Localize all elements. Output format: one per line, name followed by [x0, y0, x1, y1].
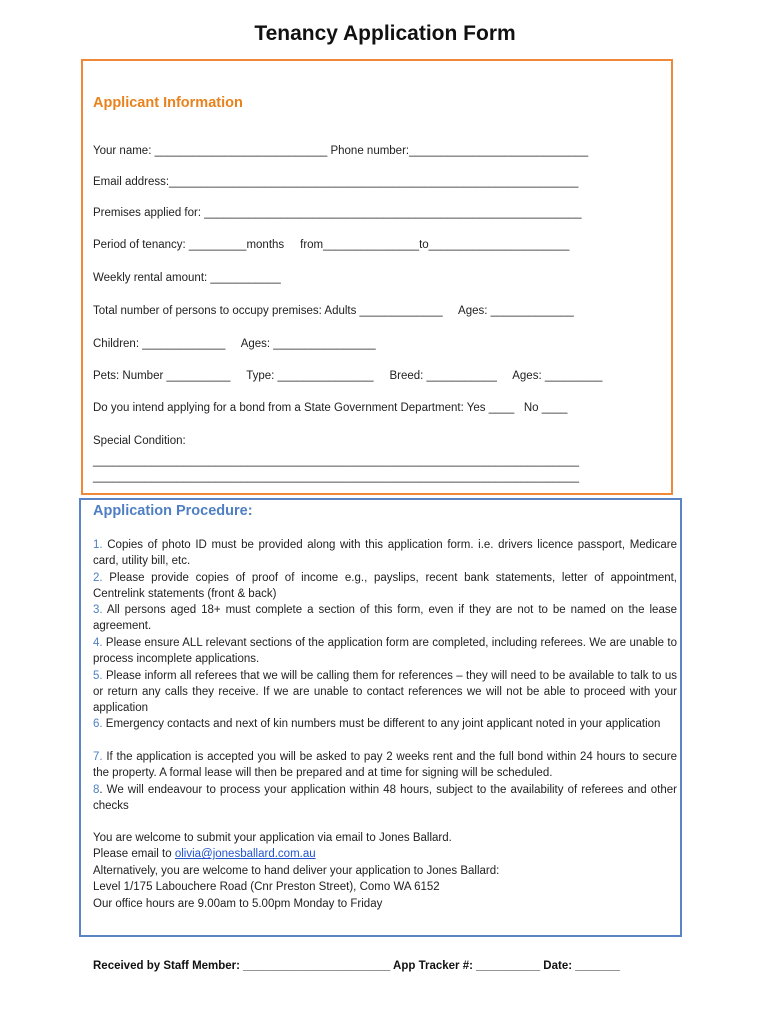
procedure-text: Copies of photo ID must be provided along with this application form. i.e. drivers licence passport, Medicare card, utility bill, etc. — [93, 539, 677, 568]
procedure-item — [93, 749, 677, 781]
procedure-text: . We will endeavour to process your application within 48 hours, subject to the availability of referees and other checks — [93, 784, 677, 813]
application-procedure-heading: Application Procedure: — [93, 503, 253, 519]
persons-occupy-field[interactable]: Total number of persons to occupy premises: Adults _____________ Ages: _____________ — [93, 305, 574, 317]
hand-deliver-text: Alternatively, you are welcome to hand deliver your application to Jones Ballard: — [93, 864, 500, 877]
name-phone-field[interactable]: Your name: ___________________________ Phone number:____________________________ — [93, 145, 589, 157]
premises-applied-field[interactable]: Premises applied for: ___________________________________________________________ — [93, 207, 582, 219]
procedure-item — [93, 716, 677, 732]
procedure-number: 4. — [93, 637, 103, 649]
procedure-number: 6. — [93, 718, 103, 730]
period-of-tenancy-field[interactable]: Period of tenancy: _________months from_______________to______________________ — [93, 239, 570, 251]
procedure-text: Emergency contacts and next of kin numbers must be different to any joint applicant noted in your application — [102, 718, 661, 730]
children-field[interactable]: Children: _____________ Ages: ________________ — [93, 338, 376, 350]
procedure-text: If the application is accepted you will be asked to pay 2 weeks rent and the full bond within 24 hours to secure the property. A formal lease will then be prepared and at time for signing will be scheduled. — [93, 751, 677, 780]
procedure-number: 8 — [93, 784, 100, 796]
procedure-item — [93, 668, 677, 717]
email-link[interactable]: olivia@jonesballard.com.au — [174, 848, 316, 861]
procedure-item — [93, 570, 677, 602]
procedure-number: 7. — [93, 751, 103, 763]
staff-receipt-footer[interactable]: Received by Staff Member: _______________________ App Tracker #: __________ Date: _______ — [93, 960, 621, 972]
submit-email-text: You are welcome to submit your application via email to Jones Ballard. — [93, 832, 452, 844]
procedure-text: Please ensure ALL relevant sections of the application form are completed, including referees. We are unable to process incomplete applications. — [93, 637, 677, 666]
email-line — [93, 846, 677, 862]
procedure-number: 5. — [93, 670, 103, 682]
contact-details — [93, 830, 677, 912]
procedure-text: Please inform all referees that we will be calling them for references – they will need to be available to talk to us or return any calls they receive. If we are unable to contact references we will not be able to proceed with your application — [93, 670, 677, 715]
procedure-text: Please provide copies of proof of income e.g., payslips, recent bank statements, letter of appointment, Centrelink statements (front & back) — [93, 572, 677, 601]
procedure-item — [93, 602, 677, 634]
procedure-number: 2. — [93, 572, 103, 584]
procedure-number: 1. — [93, 539, 103, 551]
special-condition-label: Special Condition: — [93, 435, 186, 447]
pets-field[interactable]: Pets: Number __________ Type: _______________ Breed: ___________ Ages: _________ — [93, 370, 603, 382]
office-hours: Our office hours are 9.00am to 5.00pm Monday to Friday — [93, 897, 383, 910]
special-condition-line-1[interactable]: ____________________________________________________________________________ — [93, 455, 580, 467]
weekly-rental-field[interactable]: Weekly rental amount: ___________ — [93, 272, 281, 284]
email-address-field[interactable]: Email address:________________________________________________________________ — [93, 176, 579, 188]
office-address: Level 1/175 Labouchere Road (Cnr Preston Street), Como WA 6152 — [93, 881, 440, 894]
special-condition-line-2[interactable]: ____________________________________________________________________________ — [93, 471, 580, 483]
page-title: Tenancy Application Form — [254, 22, 516, 45]
procedure-text: All persons aged 18+ must complete a section of this form, even if they are not to be named on the lease agreement. — [93, 604, 677, 633]
email-prefix: Please email to — [93, 848, 175, 861]
procedure-item — [93, 635, 677, 667]
procedure-item — [93, 782, 677, 814]
procedure-item — [93, 537, 677, 569]
procedure-number: 3. — [93, 604, 103, 616]
bond-question-field[interactable]: Do you intend applying for a bond from a State Government Department: Yes ____ No ____ — [93, 402, 568, 414]
applicant-information-heading: Applicant Information — [93, 95, 243, 111]
